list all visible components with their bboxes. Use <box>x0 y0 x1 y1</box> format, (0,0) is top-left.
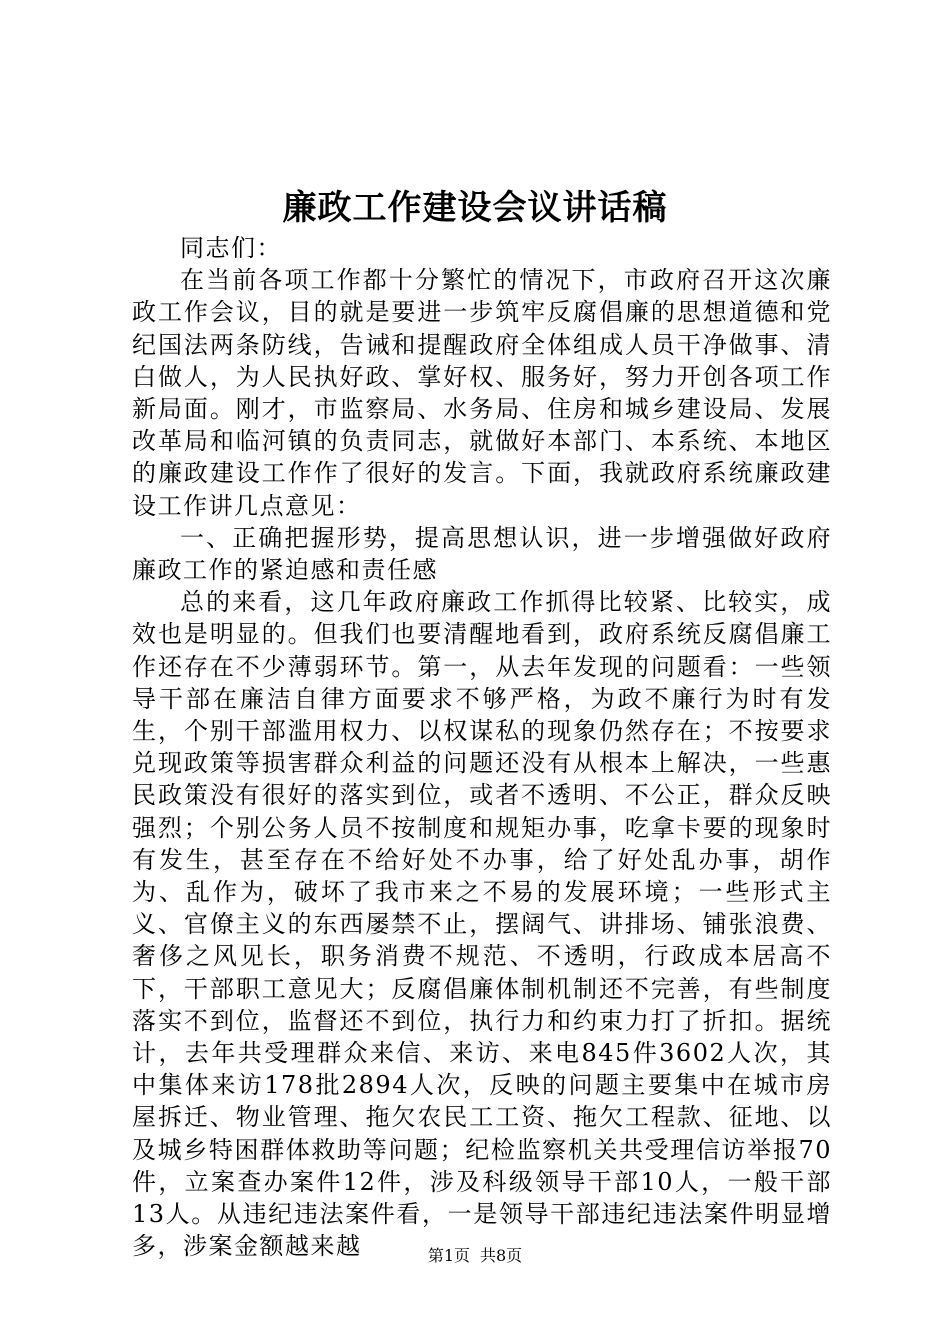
page-number: 第1页 <box>427 1246 470 1265</box>
body-paragraph: 总的来看，这几年政府廉政工作抓得比较紧、比较实，成效也是明显的。但我们也要清醒地看到，政府系统反腐倡廉工作还存在不少薄弱环节。第一，从去年发现的问题看：一些领导干部在廉洁自律方面要求不够严格，为政不廉行为时有发生，个别干部滥用权力、以权谋私的现象仍然存在；不按要求兑现政策等损害群众利益的问题还没有从根本上解决，一些惠民政策没有很好的落实到位，或者不透明、不公正，群众反映强烈；个别公务人员不按制度和规矩办事，吃拿卡要的现象时有发生，甚至存在不给好处不办事，给了好处乱办事，胡作为、乱作为，破坏了我市来之不易的发展环境；一些形式主义、官僚主义的东西屡禁不止，摆阔气、讲排场、铺张浪费、奢侈之风见长，职务消费不规范、不透明，行政成本居高不下，干部职工意见大；反腐倡廉体制机制还不完善，有些制度落实不到位，监督还不到位，执行力和约束力打了折扣。据统计，去年共受理群众来信、来访、来电845件3602人次，其中集体来访178批2894人次，反映的问题主要集中在城市房屋拆迁、物业管理、拖欠农民工工资、拖欠工程款、征地、以及城乡特困群体救助等问题；纪检监察机关共受理信访举报70件，立案查办案件12件，涉及科级领导干部10人，一般干部13人。从违纪违法案件看，一是领导干部违纪违法案件明显增多，涉案金额越来越 <box>132 588 832 1261</box>
document-body <box>132 232 832 1263</box>
total-pages: 共8页 <box>480 1246 523 1265</box>
body-paragraph: 在当前各项工作都十分繁忙的情况下，市政府召开这次廉政工作会议，目的就是要进一步筑牢反腐倡廉的思想道德和党纪国法两条防线，告诫和提醒政府全体组成人员干净做事、清白做人，为人民执好政、掌好权、服务好，努力开创各项工作新局面。刚才，市监察局、水务局、住房和城乡建设局、发展改革局和临河镇的负责同志，就做好本部门、本系统、本地区的廉政建设工作作了很好的发言。下面，我就政府系统廉政建设工作讲几点意见： <box>132 266 832 520</box>
greeting-paragraph: 同志们： <box>180 234 282 262</box>
page-footer <box>0 1246 950 1266</box>
section-heading: 一、正确把握形势，提高思想认识，进一步增强做好政府廉政工作的紧迫感和责任感 <box>132 523 832 585</box>
document-title: 廉政工作建设会议讲话稿 <box>282 188 668 228</box>
